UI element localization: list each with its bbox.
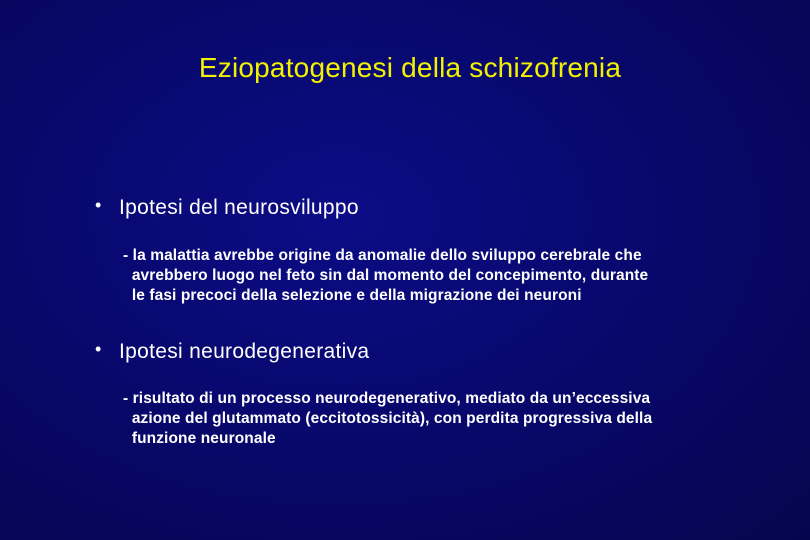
bullet-dot-icon: • (95, 339, 102, 359)
bullet-dot-icon: • (95, 195, 102, 215)
detail-line: funzione neuronale (123, 430, 276, 447)
bullet-detail (123, 246, 648, 306)
bullet-detail (123, 389, 652, 449)
detail-line: le fasi precoci della selezione e della migrazione dei neuroni (123, 287, 582, 304)
detail-line: - risultato di un processo neurodegenerativo, mediato da un’eccessiva (123, 390, 651, 407)
detail-line: - la malattia avrebbe origine da anomalie dello sviluppo cerebrale che (123, 247, 642, 264)
detail-line: azione del glutammato (eccitotossicità), con perdita progressiva della (123, 410, 653, 427)
slide-title: Eziopatogenesi della schizofrenia (198, 52, 622, 83)
bullet-item-neurodegeneration (95, 340, 369, 364)
bullet-item-neurodevelopment (95, 196, 359, 220)
bullet-heading: Ipotesi del neurosviluppo (119, 196, 359, 219)
detail-line: avrebbero luogo nel feto sin dal momento del concepimento, durante (123, 267, 649, 284)
bullet-heading: Ipotesi neurodegenerativa (119, 340, 370, 363)
